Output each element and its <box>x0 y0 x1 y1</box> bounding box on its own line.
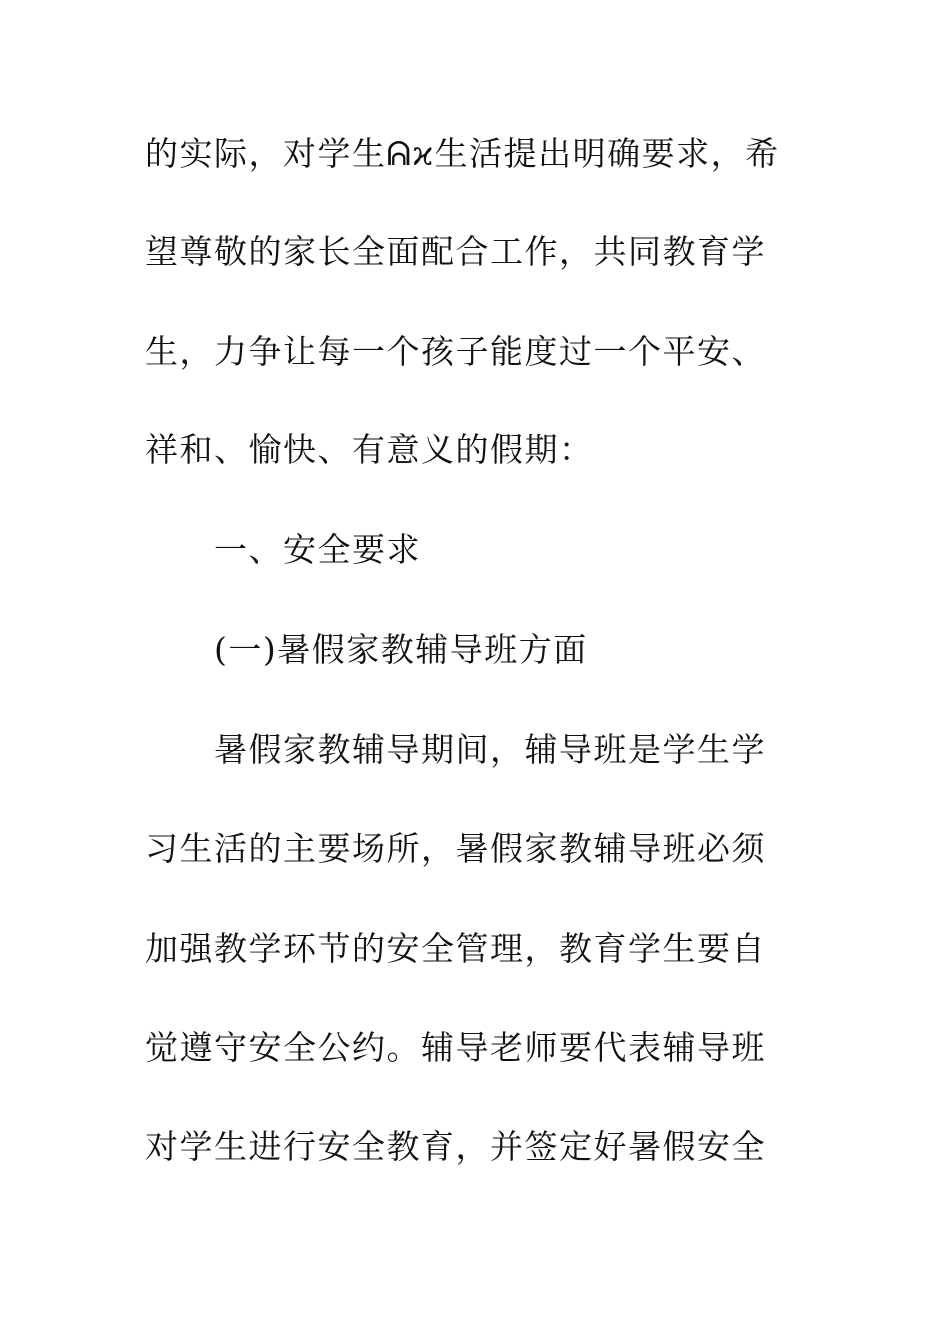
body-text-line: 生，力争让每一个孩子能度过一个平安、 <box>145 332 766 371</box>
body-text-line: 暑假家教辅导期间，辅导班是学生学 <box>214 730 766 769</box>
body-text-line: 加强教学环节的安全管理，教育学生要自 <box>145 929 766 968</box>
body-text-line: 对学生进行安全教育，并签定好暑假安全 <box>145 1127 766 1166</box>
body-text-line: 觉遵守安全公约。辅导老师要代表辅导班 <box>145 1028 766 1067</box>
body-text-line: 的实际，对学生ᕱϰ生活提出明确要求，希 <box>145 134 780 173</box>
body-text-line: 望尊敬的家长全面配合工作，共同教育学 <box>145 232 766 271</box>
body-text-line: 祥和、愉快、有意义的假期： <box>145 430 594 469</box>
subsection-heading: (一)暑假家教辅导班方面 <box>214 630 588 669</box>
section-heading: 一、安全要求 <box>214 530 421 569</box>
body-text-line: 习生活的主要场所，暑假家教辅导班必须 <box>145 829 766 868</box>
